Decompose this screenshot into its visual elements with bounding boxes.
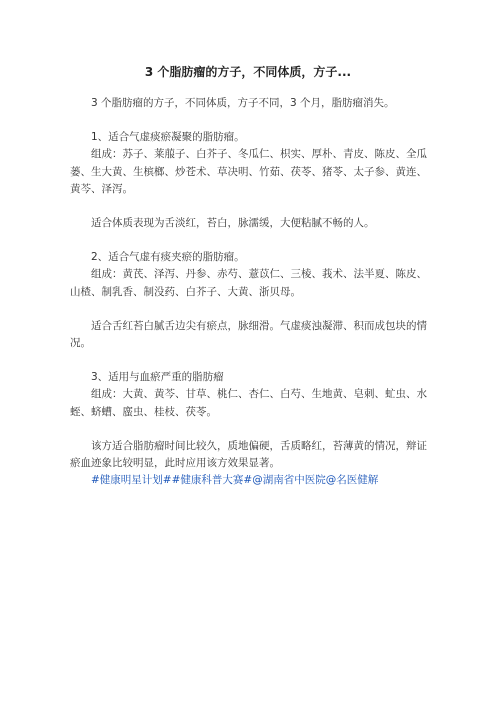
intro-paragraph: 3 个脂肪瘤的方子，不同体质，方子不同，3 个月，脂肪瘤消失。 (91, 97, 395, 109)
section-1-heading: 1、适合气虚痰瘀凝聚的脂肪瘤。 (91, 131, 245, 144)
spacer (70, 352, 430, 369)
section-3-suitability: 该方适合脂肪瘤时间比较久，质地偏硬，舌质略红，苔薄黄的情况，辩证瘀血迹象比较明显，此时应用该方效果显著。 (70, 439, 427, 470)
spacer (70, 112, 430, 129)
page-title: 3 个脂肪瘤的方子，不同体质，方子... (144, 65, 352, 79)
section-2-suitability: 适合舌红苔白腻舌边尖有瘀点，脉细滑。气虚痰浊凝滞、积而成包块的情况。 (70, 319, 427, 350)
section-2-heading: 2、适合气虚有痰夹瘀的脂肪瘤。 (91, 251, 245, 264)
section-1-composition: 组成：苏子、莱菔子、白芥子、冬瓜仁、枳实、厚朴、青皮、陈皮、全瓜蒌、生大黄、生槟榔、炒苍术、草决明、竹茹、茯苓、猪苓、太子参、黄连、黄芩、泽泻。 (70, 148, 427, 195)
spacer (70, 301, 430, 318)
spacer (70, 232, 430, 249)
hashtag-links[interactable]: #健康明星计划##健康科普大赛#@湖南省中医院@名医健解 (91, 474, 379, 487)
article-body (70, 95, 430, 489)
section-3-composition: 组成：大黄、黄芩、甘草、桃仁、杏仁、白芍、生地黄、皂刺、虻虫、水蛭、蛴螬、䗪虫、桂枝、茯苓。 (70, 388, 427, 418)
spacer (70, 421, 430, 438)
section-1-suitability: 适合体质表现为舌淡红，苔白，脉濡缓，大便粘腻不畅的人。 (91, 217, 375, 230)
spacer (70, 198, 430, 215)
section-3-heading: 3、适用与血瘀严重的脂肪瘤 (91, 371, 224, 384)
section-2-composition: 组成：黄芪、泽泻、丹参、赤芍、薏苡仁、三棱、莪术、法半夏、陈皮、山楂、制乳香、制没药、白芥子、大黄、浙贝母。 (70, 268, 427, 298)
